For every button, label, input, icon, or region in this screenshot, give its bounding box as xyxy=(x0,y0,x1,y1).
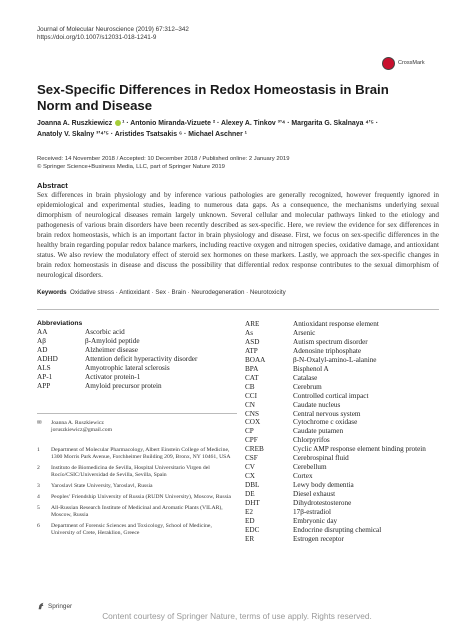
abbreviation-row xyxy=(245,517,445,526)
author-line: Joanna A. Ruszkiewicz xyxy=(37,120,115,127)
crossmark-label: CrossMark xyxy=(398,60,425,66)
abbreviation-definition: Caudate putamen xyxy=(293,427,344,436)
abbreviation-term: CP xyxy=(245,427,254,436)
abbreviation-row xyxy=(37,364,232,373)
abbreviation-definition: Cyclic AMP response element binding protein xyxy=(293,445,426,454)
abbreviation-row xyxy=(37,373,232,382)
abbreviation-term: DBL xyxy=(245,481,260,490)
footer-notice: Content courtesy of Springer Nature, terms of use apply. Rights reserved. xyxy=(102,611,372,621)
abbreviation-term: AD xyxy=(37,345,48,354)
abbreviation-definition: Caudate nucleus xyxy=(293,400,341,409)
abbreviation-term: CSF xyxy=(245,454,258,463)
abbreviation-row xyxy=(245,356,445,365)
abbreviation-row xyxy=(245,436,445,445)
affiliation-item xyxy=(37,465,237,479)
abbreviation-definition: Adenosine triphosphate xyxy=(293,346,362,355)
abbreviation-row xyxy=(245,454,445,463)
affiliation-item xyxy=(37,483,237,490)
abbreviation-row xyxy=(37,382,232,391)
abbreviations-left-column xyxy=(37,328,232,391)
abbreviation-row xyxy=(245,445,445,454)
correspondence-block xyxy=(37,413,237,434)
abbreviation-term: BPA xyxy=(245,364,259,373)
abbreviation-definition: Cerebrum xyxy=(293,382,322,391)
abbreviation-row xyxy=(245,401,445,410)
abbreviation-row xyxy=(245,329,445,338)
crossmark-icon xyxy=(382,57,395,70)
abbreviation-row xyxy=(245,383,445,392)
affiliation-number: 6 xyxy=(37,523,40,529)
abbreviations-heading: Abbreviations xyxy=(37,320,83,327)
abbreviation-definition: Alzheimer disease xyxy=(85,345,138,354)
abbreviation-term: CX xyxy=(245,472,255,481)
journal-citation: Journal of Molecular Neuroscience (2019) 67:312–342 xyxy=(37,26,189,33)
abbreviation-definition: β-N-Oxalyl-amino-L-alanine xyxy=(293,355,377,364)
abbreviation-row xyxy=(37,355,232,364)
affiliation-text: Department of Molecular Pharmacology, Albert Einstein College of Medicine, 1300 Morris Park Avenue, Forchheimer Building 209, Bronx, NY 10461, USA xyxy=(51,447,231,460)
abstract-text: Sex differences in brain physiology and by inference various pathologies are generally recognized, however frequently ignored in epidemiological and experimental studies, leading to numerous data gaps. As a consequence, the mechanisms underlying sexual dimorphism of neurological diseases remain largely unknown. Several cellular and molecular pathways linked to the etiology and pathogenesis of various brain disorders have been recently described as sex-specific. Here, we review the evidence for sex differences in brain redox homeostasis, which is an important factor in brain physiology and disease. First, we focus on sex-specific differences in the healthy brain regarding popular redox balance markers, including reactive oxygen and nitrogen species, oxidative damage, and antioxidant status. We also review the modulatory effect of steroid sex hormones on these markers. Lastly, we approach the sex-specific changes in brain redox homeostasis in disease and discuss the possibility that differential redox response contributes to the sexual dimorphism of neurological disorders. xyxy=(37,191,439,279)
abbreviation-definition: Central nervous system xyxy=(293,409,361,418)
abbreviation-definition: Amyotrophic lateral sclerosis xyxy=(85,363,170,372)
title-line: Norm and Disease xyxy=(37,97,153,113)
keywords-text: Oxidative stress · Antioxidant · Sex · Brain · Neurodegeneration · Neurotoxicity xyxy=(70,289,286,296)
affiliations-list xyxy=(37,447,237,541)
abbreviation-term: ER xyxy=(245,534,255,543)
abbreviation-definition: Cortex xyxy=(293,472,313,481)
abbreviation-definition: Attention deficit hyperactivity disorder xyxy=(85,354,198,363)
abbreviation-definition: Antioxidant response element xyxy=(293,320,379,328)
abbreviation-definition: Ascorbic acid xyxy=(85,328,125,336)
abbreviation-row xyxy=(245,472,445,481)
abbreviation-row xyxy=(245,535,445,544)
affiliation-text: All-Russian Research Institute of Medicinal and Aromatic Plants (VILAR), Moscow, Russia xyxy=(51,505,223,518)
abbreviation-row xyxy=(245,410,445,419)
correspondence-email-row xyxy=(37,427,237,434)
title-line: Sex-Specific Differences in Redox Homeostasis in Brain xyxy=(37,82,389,97)
affiliation-number: 4 xyxy=(37,494,40,500)
affiliation-item xyxy=(37,447,237,461)
abbreviation-definition: Estrogen receptor xyxy=(293,534,344,543)
crossmark-badge[interactable] xyxy=(382,55,440,71)
abbreviation-definition: Bisphenol A xyxy=(293,364,329,373)
correspondence-name-row xyxy=(37,420,237,427)
affiliation-number: 3 xyxy=(37,483,40,489)
abbreviation-term: Aβ xyxy=(37,336,46,345)
abbreviation-row xyxy=(245,481,445,490)
author-line: Anatoly V. Skalny ³ʼ⁴ʼ⁵ · Aristides Tsatsakis ⁶ · Michael Aschner ¹ xyxy=(37,130,247,138)
abbreviation-definition: Chlorpyrifos xyxy=(293,436,330,445)
abbreviation-term: COX xyxy=(245,418,261,427)
abbreviation-definition: Cerebrospinal fluid xyxy=(293,454,349,463)
affiliation-number: 1 xyxy=(37,447,40,453)
abbreviation-definition: Diesel exhaust xyxy=(293,490,336,499)
affiliation-text: Instituto de Biomedicina de Sevilla, Hospital Universitario Virgen del Rocío/CSIC/Universidad de Sevilla, Sevilla, Spain xyxy=(51,465,210,478)
abbreviation-term: ED xyxy=(245,516,255,525)
publisher-label: Springer xyxy=(48,602,73,610)
abbreviations-right-column xyxy=(245,320,445,544)
publisher-logo xyxy=(37,602,72,610)
affiliation-text: Peoples’ Friendship University of Russia (RUDN University), Moscow, Russia xyxy=(51,494,231,500)
abbreviation-definition: Autism spectrum disorder xyxy=(293,337,368,346)
abbreviation-row xyxy=(37,346,232,355)
abbreviation-definition: Cytochrome c oxidase xyxy=(293,418,358,427)
copyright-line: © Springer Science+Business Media, LLC, part of Springer Nature 2019 xyxy=(37,164,225,171)
abbreviation-row xyxy=(37,337,232,346)
abbreviation-row xyxy=(245,463,445,472)
abbreviation-definition: β-Amyloid peptide xyxy=(85,336,140,345)
abbreviation-row xyxy=(245,490,445,499)
abbreviation-term: CREB xyxy=(245,445,264,454)
author-list xyxy=(37,119,447,141)
springer-horse-icon xyxy=(37,602,45,610)
section-divider xyxy=(37,309,439,310)
abbreviation-row xyxy=(245,499,445,508)
abbreviation-row xyxy=(37,328,232,337)
affiliation-item xyxy=(37,523,237,537)
abbreviation-row xyxy=(245,320,445,329)
abbreviation-row xyxy=(245,347,445,356)
correspondence-name: Joanna A. Ruszkiewicz xyxy=(51,420,104,426)
abbreviation-row xyxy=(245,526,445,535)
abbreviation-definition: Controlled cortical impact xyxy=(293,391,369,400)
affiliation-text: Yaroslavl State University, Yaroslavl, Russia xyxy=(51,483,153,489)
abbreviation-row xyxy=(245,392,445,401)
article-title xyxy=(37,82,397,113)
abbreviation-term: AP-1 xyxy=(37,372,53,381)
abbreviation-row xyxy=(245,427,445,436)
abbreviation-term: As xyxy=(245,328,253,337)
abbreviation-definition: Lewy body dementia xyxy=(293,481,354,490)
abbreviation-term: ALS xyxy=(37,363,51,372)
abbreviation-term: CN xyxy=(245,400,255,409)
author-line: ¹ · Antonio Miranda-Vizuete ² · Alexey A. Tinkov ³ʼ⁴ · Margarita G. Skalnaya ⁴ʼ⁵ · xyxy=(122,120,379,127)
affiliation-item xyxy=(37,494,237,501)
publication-dates xyxy=(37,155,447,172)
affiliation-item xyxy=(37,505,237,519)
abbreviation-term: APP xyxy=(37,381,51,390)
abbreviation-term: E2 xyxy=(245,508,253,517)
abbreviation-row xyxy=(245,365,445,374)
abbreviation-row xyxy=(245,508,445,517)
abbreviation-term: ARE xyxy=(245,320,260,328)
abbreviation-definition: Catalase xyxy=(293,373,318,382)
abbreviation-definition: 17β-estradiol xyxy=(293,508,331,517)
abbreviation-term: BOAA xyxy=(245,355,266,364)
abbreviation-definition: Endocrine disrupting chemical xyxy=(293,525,382,534)
abbreviation-term: CNS xyxy=(245,409,259,418)
abbreviation-term: DE xyxy=(245,490,255,499)
abbreviation-term: CCI xyxy=(245,391,257,400)
envelope-icon: ✉ xyxy=(37,420,42,426)
orcid-icon[interactable] xyxy=(115,120,121,126)
abbreviation-term: ATP xyxy=(245,346,258,355)
abbreviation-definition: Cerebellum xyxy=(293,463,327,472)
abbreviation-definition: Amyloid precursor protein xyxy=(85,381,162,390)
affiliation-number: 5 xyxy=(37,505,40,511)
abbreviation-definition: Activator protein-1 xyxy=(85,372,141,381)
abbreviation-definition: Dihydrotestosterone xyxy=(293,499,352,508)
abbreviation-term: CB xyxy=(245,382,255,391)
abbreviation-definition: Embryonic day xyxy=(293,516,338,525)
abbreviation-term: CAT xyxy=(245,373,259,382)
abbreviation-term: ASD xyxy=(245,337,260,346)
dates-line: Received: 14 November 2018 / Accepted: 10 December 2018 / Published online: 2 January 2019 xyxy=(37,156,290,162)
abbreviation-row xyxy=(245,338,445,347)
journal-header xyxy=(37,26,189,43)
correspondence-email[interactable]: joruszkiewicz@gmail.com xyxy=(51,427,112,433)
abstract-heading: Abstract xyxy=(37,181,68,190)
abbreviation-term: AA xyxy=(37,328,48,336)
doi-link[interactable]: https://doi.org/10.1007/s12031-018-1241-9 xyxy=(37,34,157,42)
abbreviation-term: CPF xyxy=(245,436,258,445)
abbreviation-definition: Arsenic xyxy=(293,328,316,337)
abbreviation-term: EDC xyxy=(245,525,260,534)
affiliation-number: 2 xyxy=(37,465,40,471)
keywords-label: Keywords xyxy=(37,289,67,296)
keywords xyxy=(37,289,439,297)
abbreviation-term: CV xyxy=(245,463,255,472)
abbreviation-term: ADHD xyxy=(37,354,58,363)
abbreviation-row xyxy=(245,374,445,383)
abbreviation-row xyxy=(245,418,445,427)
footnote-divider xyxy=(37,413,237,414)
abbreviation-term: DHT xyxy=(245,499,260,508)
affiliation-text: Department of Forensic Sciences and Toxicology, School of Medicine, University of Crete, Heraklion, Greece xyxy=(51,523,212,536)
